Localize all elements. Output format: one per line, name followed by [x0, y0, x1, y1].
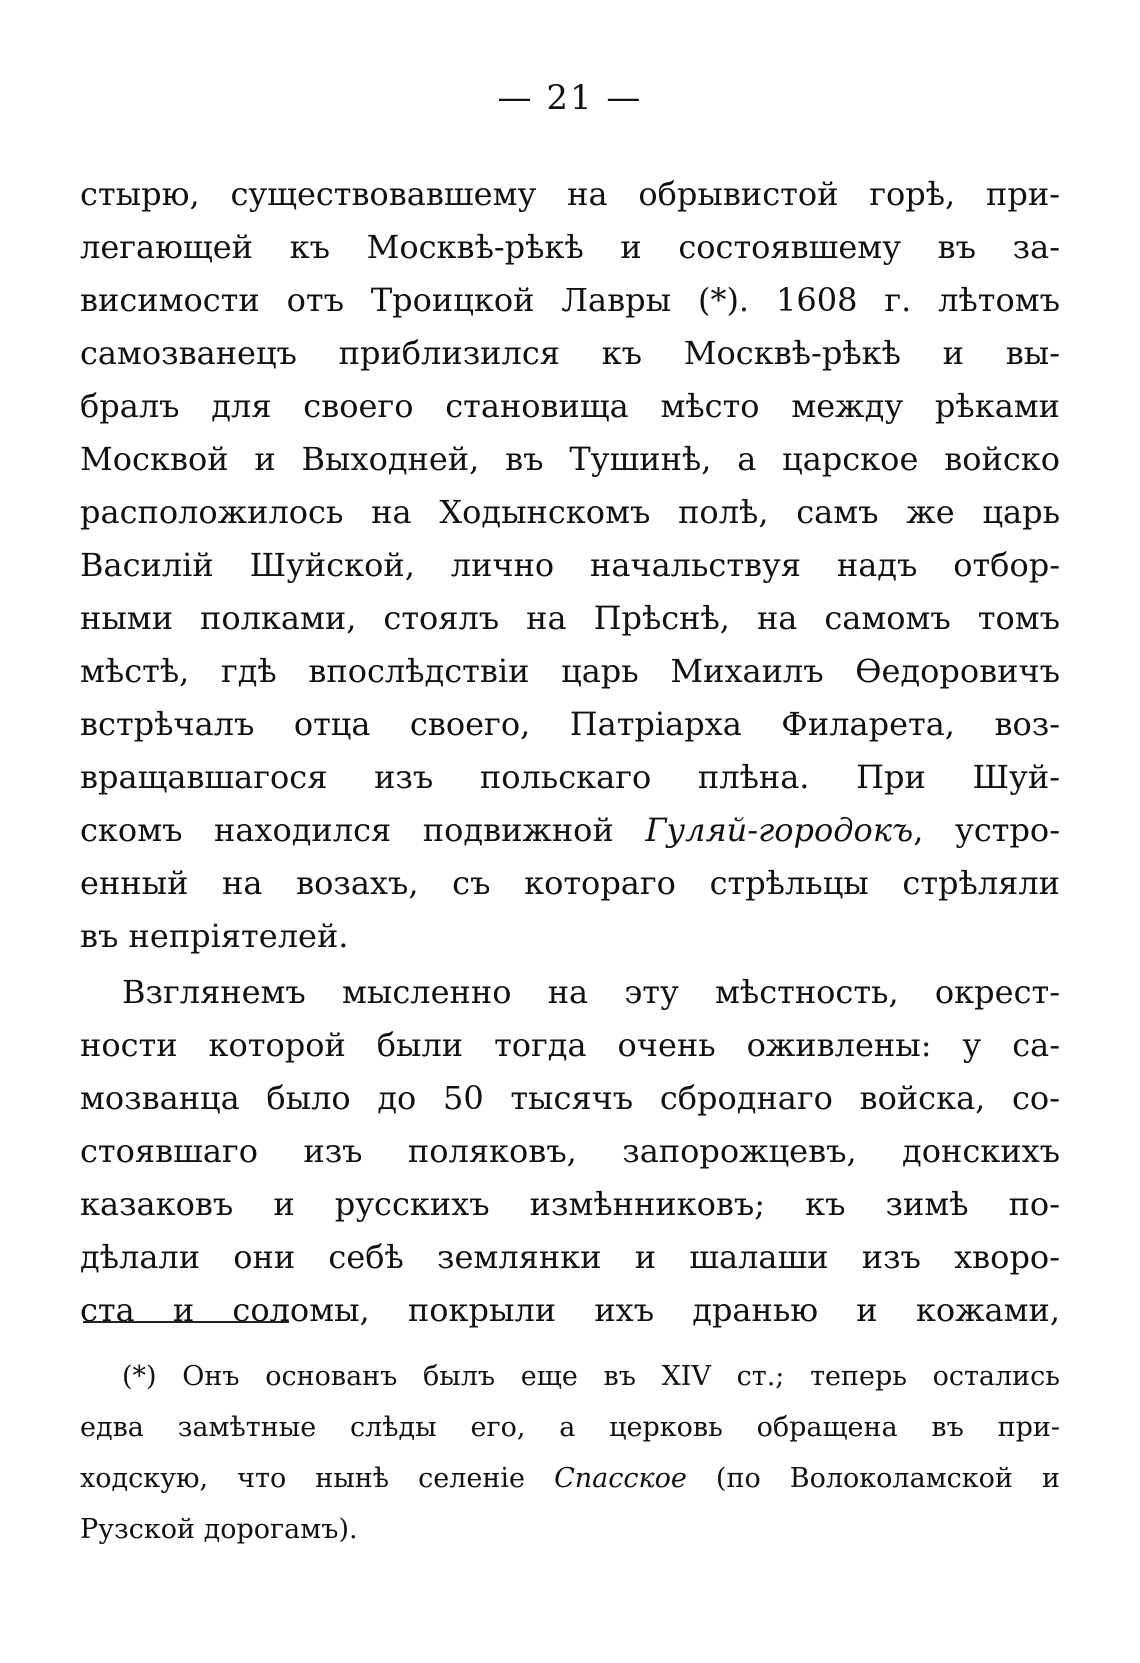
text-line: стоявшаго изъ поляковъ, запорожцевъ, донскихъ	[80, 1132, 1060, 1170]
footnote-divider	[83, 1321, 289, 1323]
text-line: казаковъ и русскихъ измѣнниковъ; къ зимѣ по-	[80, 1185, 1060, 1223]
text-line: легающей къ Москвѣ-рѣкѣ и состоявшему въ за-	[80, 228, 1060, 266]
text-fragment: , устро-	[913, 811, 1060, 849]
text-line: встрѣчалъ отца своего, Патріарха Филарета, воз-	[80, 705, 1060, 743]
footnote-line: (*) Онъ основанъ былъ еще въ XIV ст.; теперь остались	[122, 1361, 1060, 1392]
text-line: ными полками, стоялъ на Прѣснѣ, на самомъ томъ	[80, 599, 1060, 637]
text-line: вращавшагося изъ польскаго плѣна. При Шуй-	[80, 758, 1060, 796]
italic-term: Гуляй-городокъ	[645, 811, 914, 849]
paragraph	[80, 966, 1060, 1337]
text-line: мозванца было до 50 тысячъ сброднаго войска, со-	[80, 1079, 1060, 1117]
text-fragment: скомъ находился подвижной	[80, 811, 646, 849]
paragraph-continued	[80, 168, 1060, 963]
text-line: стырю, существовавшему на обрывистой горѣ, при-	[80, 175, 1060, 213]
text-line: Взглянемъ мысленно на эту мѣстность, окрест-	[122, 973, 1060, 1011]
text-line: бралъ для своего становища мѣсто между рѣками	[80, 387, 1060, 425]
text-fragment: ходскую, что нынѣ селеніе	[80, 1463, 555, 1494]
text-line: въ непріятелей.	[80, 917, 349, 955]
text-line: Василій Шуйской, лично начальствуя надъ отбор-	[80, 546, 1060, 584]
text-line: енный на возахъ, съ котораго стрѣльцы стрѣляли	[80, 864, 1060, 902]
italic-term: Спасское	[554, 1463, 687, 1494]
text-fragment: (по Волоколамской и	[686, 1463, 1060, 1494]
text-line: расположилось на Ходынскомъ полѣ, самъ же царь	[80, 493, 1060, 531]
text-line: мѣстѣ, гдѣ впослѣдствіи царь Михаилъ Ѳедоровичъ	[80, 652, 1060, 690]
main-text	[80, 168, 1060, 1337]
page-number: — 21 —	[497, 78, 643, 118]
text-line: висимости отъ Троицкой Лавры (*). 1608 г. лѣтомъ	[80, 281, 1060, 319]
footnote-line: Рузской дорогамъ).	[80, 1514, 358, 1545]
text-line: ста и соломы, покрыли ихъ дранью и кожами,	[80, 1291, 1060, 1329]
text-line: ности которой были тогда очень оживлены: у са-	[80, 1026, 1060, 1064]
text-line	[80, 804, 1060, 857]
text-line: Москвой и Выходней, въ Тушинѣ, а царское войско	[80, 440, 1060, 478]
text-line: самозванецъ приблизился къ Москвѣ-рѣкѣ и вы-	[80, 334, 1060, 372]
footnote-line	[80, 1453, 1060, 1504]
text-line: дѣлали они себѣ землянки и шалаши изъ хворо-	[80, 1238, 1060, 1276]
footnote	[80, 1351, 1060, 1555]
footnote-line: едва замѣтные слѣды его, а церковь обращена въ при-	[80, 1412, 1060, 1443]
